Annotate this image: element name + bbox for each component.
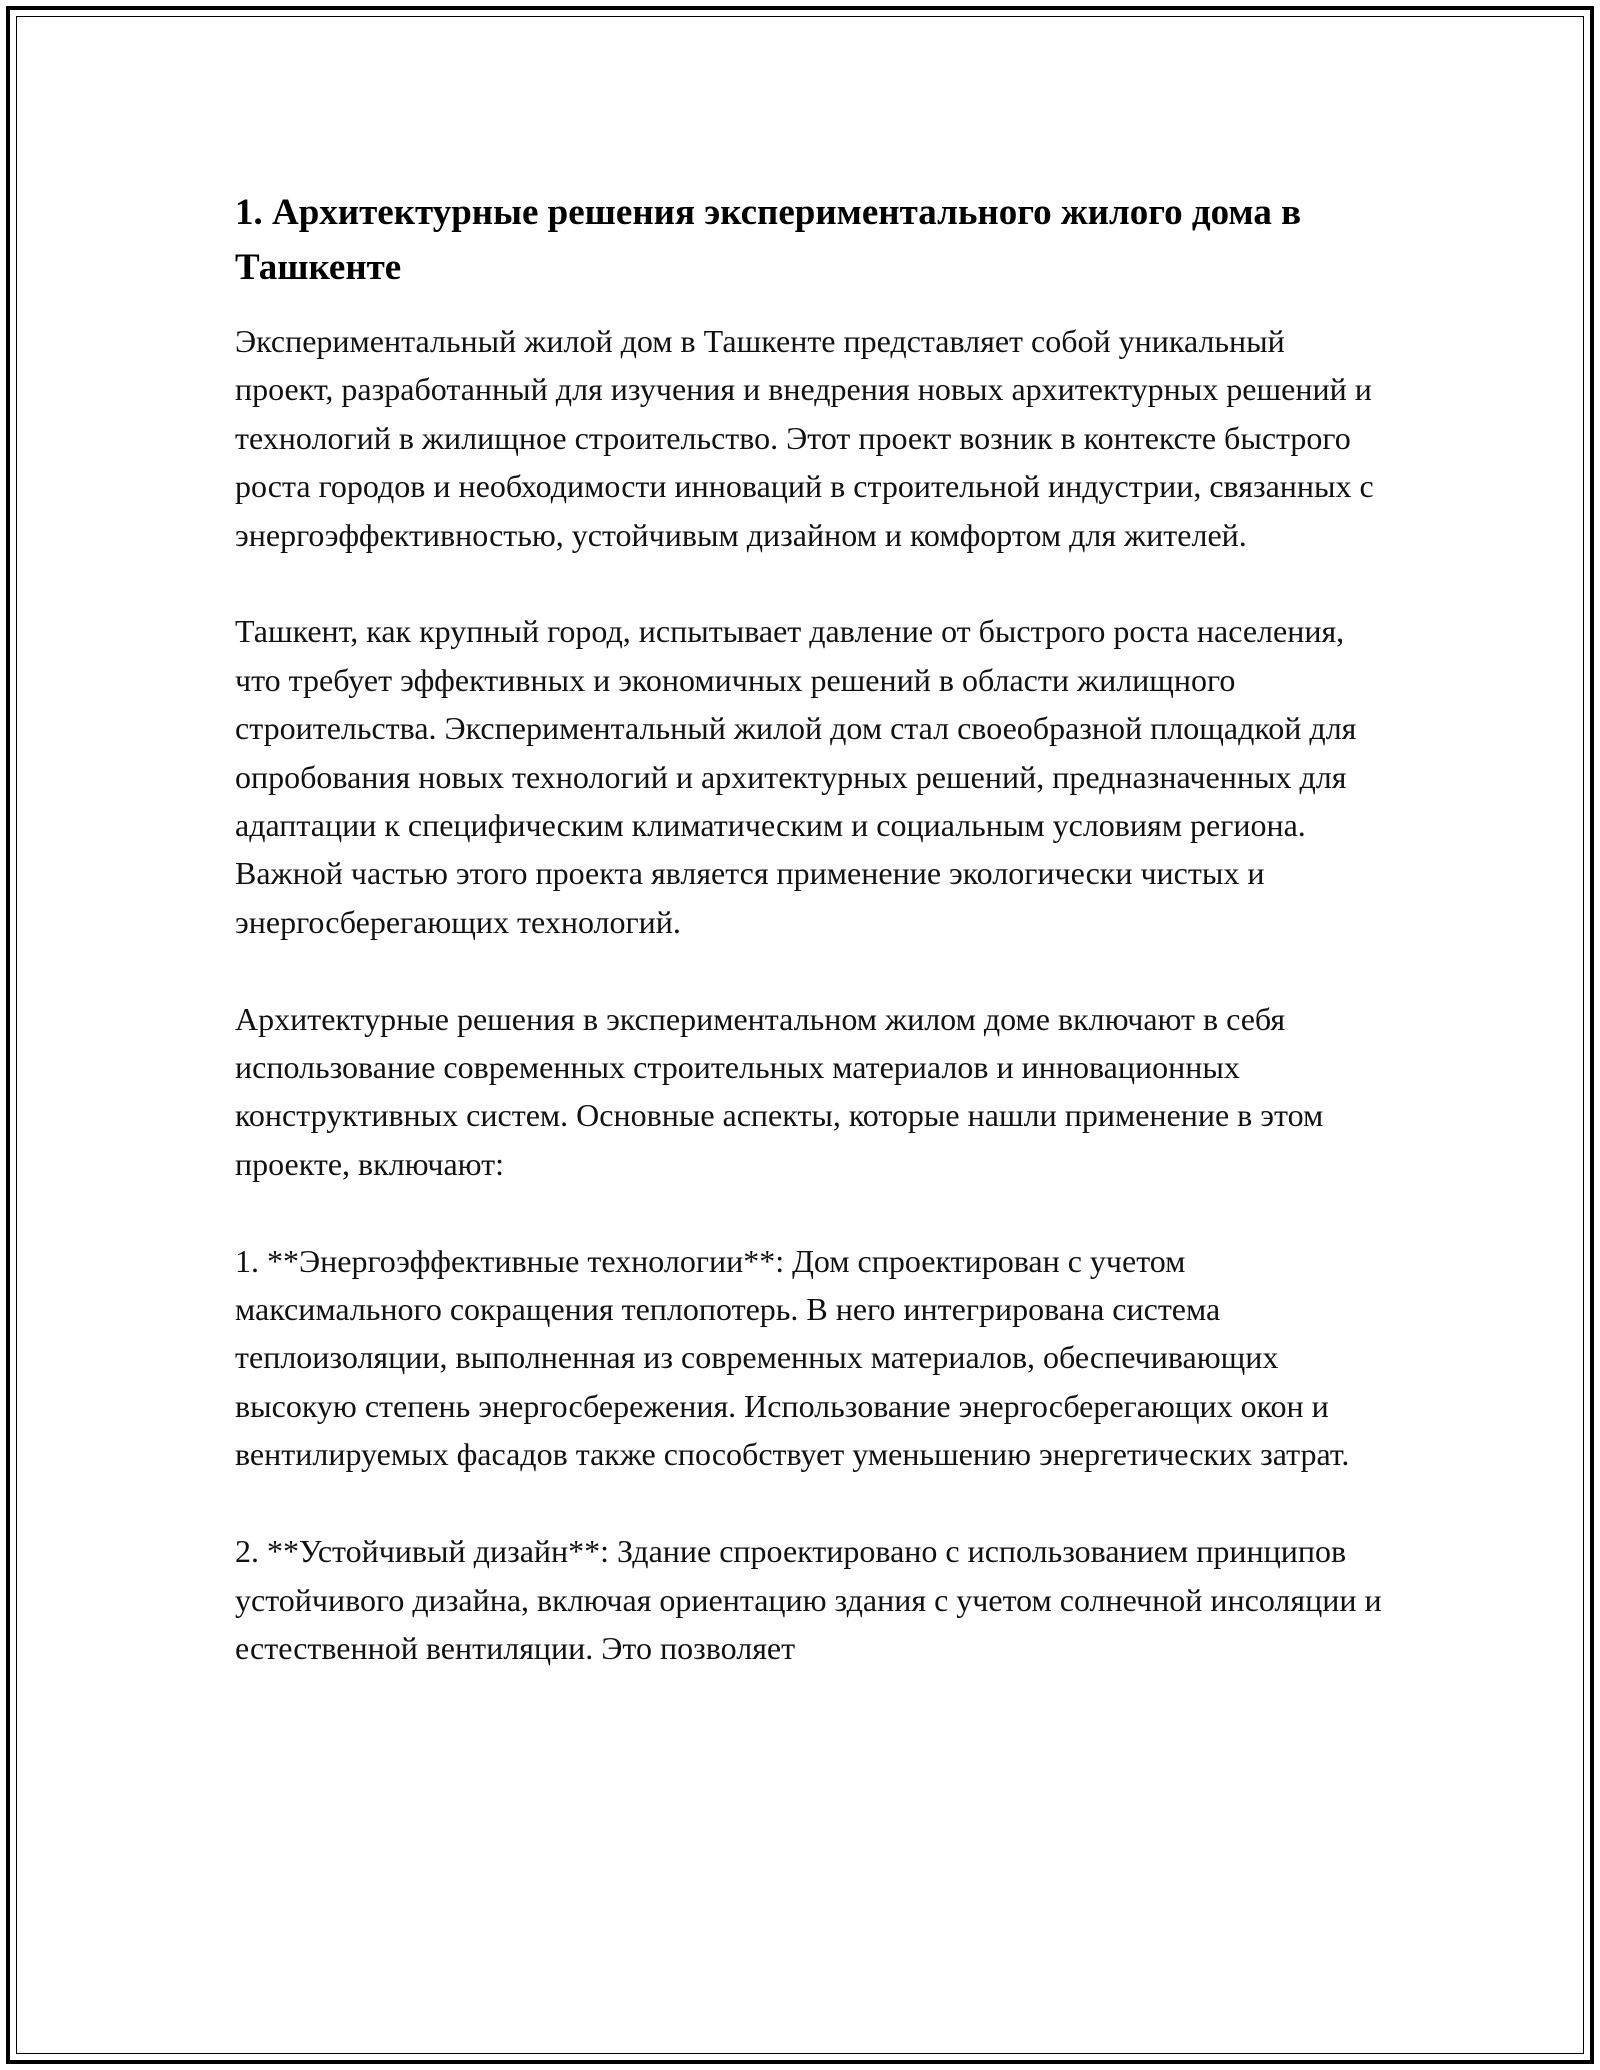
list-item-energy-efficiency: 1. **Энергоэффективные технологии**: Дом спроектирован с учетом максимального сокращения теплопотерь. В него интегрирована система теплоизоляции, выполненная из современных материалов, обеспечивающих высокую степень энергосбережения. Использование энергосберегающих окон и вентилируемых фасадов также способствует уменьшению энергетических затрат. <box>235 1242 1350 1473</box>
paragraph-tashkent: Ташкент, как крупный город, испытывает давление от быстрого роста населения, что требует эффективных и экономичных решений в области жилищного строительства. Экспериментальный жилой дом стал своеобразной площадкой для опробования новых технологий и архитектурных решений, предназначенных для адаптации к специфическим климатическим и социальным условиям региона. Важной частью этого проекта является применение экологически чистых и энергосберегающих технологий. <box>235 613 1357 940</box>
paragraph-solutions: Архитектурные решения в экспериментальном жилом доме включают в себя использование современных строительных материалов и инновационных конструктивных систем. Основные аспекты, которые нашли применение в этом проекте, включают: <box>235 1000 1324 1182</box>
document-body <box>235 185 1385 1672</box>
list-item-sustainable-design: 2. **Устойчивый дизайн**: Здание спроектировано с использованием принципов устойчивого дизайна, включая ориентацию здания с учетом солнечной инсоляции и естественной вентиляции. Это позволяет <box>235 1533 1382 1666</box>
document-title: 1. Архитектурные решения экспериментального жилого дома в Ташкенте <box>235 192 1302 288</box>
paragraph-intro: Экспериментальный жилой дом в Ташкенте представляет собой уникальный проект, разработанный для изучения и внедрения новых архитектурных решений и технологий в жилищное строительство. Этот проект возник в контексте быстрого роста городов и необходимости инноваций в строительной индустрии, связанных с энергоэффективностью, устойчивым дизайном и комфортом для жителей. <box>235 323 1374 553</box>
